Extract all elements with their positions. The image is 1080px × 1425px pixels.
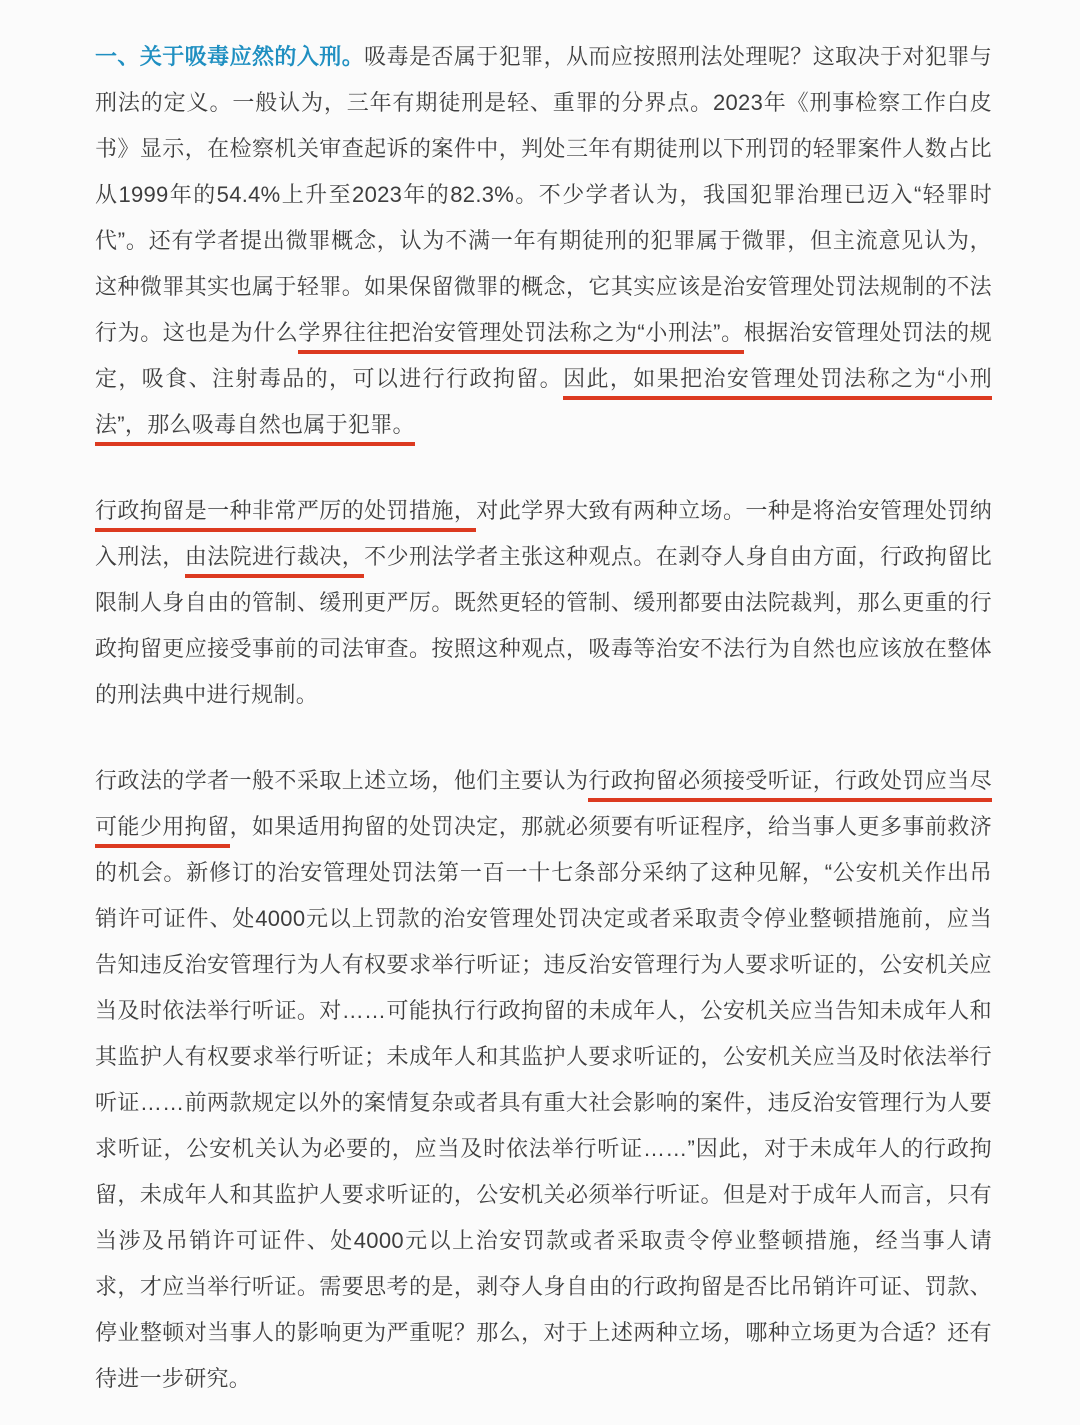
section-heading: 一、关于吸毒应然的入刑。 (95, 44, 365, 69)
red-underlined-text: 行政拘留是一种非常严厉的处罚措施， (95, 498, 476, 532)
paragraph (95, 758, 992, 1402)
paragraph (95, 34, 992, 448)
red-underlined-text: 行政拘留必须接受听证，行政处罚应当尽可能少用拘留 (95, 768, 992, 848)
red-underlined-text: 因此，如果把治安管理处罚法称之为“小刑法”，那么吸毒自然也属于犯罪。 (95, 366, 992, 446)
paragraph (95, 488, 992, 718)
red-underlined-text: 学界往往把治安管理处罚法称之为“小刑法”。 (298, 320, 743, 354)
red-underlined-text: 由法院进行裁决， (185, 544, 364, 578)
text-run: ，如果适用拘留的处罚决定，那就必须要有听证程序，给当事人更多事前救济的机会。新修订的治安管理处罚法第一百一十七条部分采纳了这种见解，“公安机关作出吊销许可证件、处4000元以上罚款的治安管理处罚决定或者采取责令停业整顿措施前，应当告知违反治安管理行为人有权要求举行听证；违反治安管理行为人要求听证的，公安机关应当及时依法举行听证。对……可能执行行政拘留的未成年人，公安机关应当告知未成年人和其监护人有权要求举行听证；未成年人和其监护人要求听证的，公安机关应当及时依法举行听证……前两款规定以外的案情复杂或者具有重大社会影响的案件，违反治安管理行为人要求听证，公安机关认为必要的，应当及时依法举行听证……”因此，对于未成年人的行政拘留，未成年人和其监护人要求听证的，公安机关必须举行听证。但是对于成年人而言，只有当涉及吊销许可证件、处4000元以上治安罚款或者采取责令停业整顿措施，经当事人请求，才应当举行听证。需要思考的是，剥夺人身自由的行政拘留是否比吊销许可证、罚款、停业整顿对当事人的影响更为严重呢？那么，对于上述两种立场，哪种立场更为合适？还有待进一步研究。 (95, 814, 992, 1391)
text-run: 对此学界大致有两种立场。一种是将治安管理处罚纳入刑法， (95, 498, 992, 569)
text-run: 根据治安管理处罚法的规定，吸食、注射毒品的，可以进行行政拘留。 (95, 320, 992, 391)
text-run: 吸毒是否属于犯罪，从而应按照刑法处理呢？这取决于对犯罪与刑法的定义。一般认为，三年有期徒刑是轻、重罪的分界点。2023年《刑事检察工作白皮书》显示，在检察机关审查起诉的案件中，判处三年有期徒刑以下刑罚的轻罪案件人数占比从1999年的54.4%上升至2023年的82.3%。不少学者认为，我国犯罪治理已迈入“轻罪时代”。还有学者提出微罪概念，认为不满一年有期徒刑的犯罪属于微罪，但主流意见认为，这种微罪其实也属于轻罪。如果保留微罪的概念，它其实应该是治安管理处罚法规制的不法行为。这也是为什么 (95, 44, 992, 345)
text-run: 行政法的学者一般不采取上述立场，他们主要认为 (95, 768, 589, 793)
text-run: 不少刑法学者主张这种观点。在剥夺人身自由方面，行政拘留比限制人身自由的管制、缓刑更严厉。既然更轻的管制、缓刑都要由法院裁判，那么更重的行政拘留更应接受事前的司法审查。按照这种观点，吸毒等治安不法行为自然也应该放在整体的刑法典中进行规制。 (95, 544, 993, 707)
